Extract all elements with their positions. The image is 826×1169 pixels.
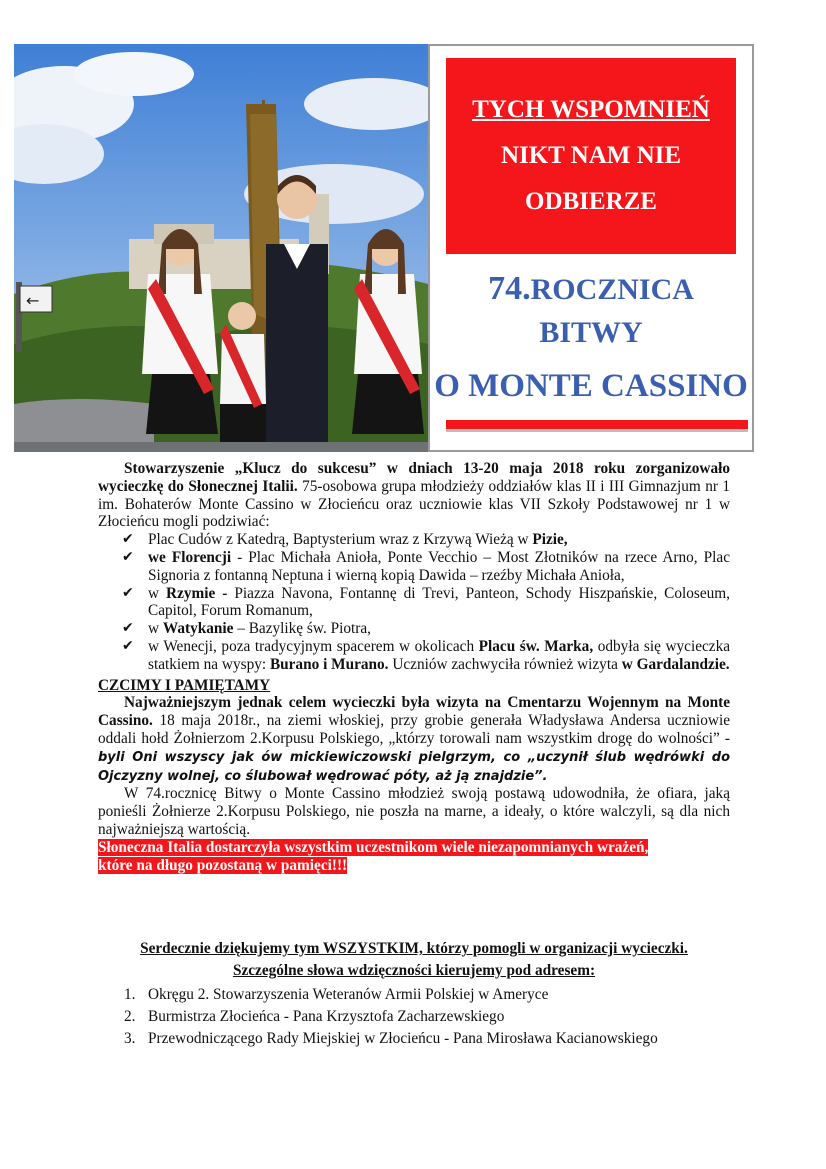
memory-text: 18 maja 2018r., na ziemi włoskiej, przy grobie generała Władysława Andersa uczniowie oddali hołd Żołnierzom 2.Korpusu Polskiego, „którzy torowali nam wszystkim drogę do wolności” - bbox=[98, 712, 730, 747]
list-text: Okręgu 2. Stowarzyszenia Weteranów Armii Polskiej w Ameryce bbox=[148, 986, 549, 1003]
list-number: 3. bbox=[124, 1030, 136, 1047]
list-bold: Pizie, bbox=[532, 531, 568, 549]
list-bold: we Florencji bbox=[148, 548, 232, 566]
list-item bbox=[98, 549, 730, 585]
list-text: w Wenecji, poza tradycyjnym spacerem w okolicach bbox=[148, 637, 479, 655]
check-icon: ✔ bbox=[122, 531, 134, 548]
section-title: CZCIMY I PAMIĘTAMY bbox=[98, 676, 271, 694]
list-text: w bbox=[148, 620, 163, 638]
list-item bbox=[98, 1006, 730, 1028]
list-bold: Burano i Murano. bbox=[269, 655, 389, 673]
thanks-list bbox=[98, 984, 730, 1050]
list-text: Piazza Navona, Fontannę di Trevi, Panteon, Schody Hiszpańskie, Coloseum, Capitol, Forum Romanum, bbox=[148, 584, 731, 620]
check-icon: ✔ bbox=[122, 548, 134, 565]
list-text: Plac Cudów z Katedrą, Baptysterium wraz z Krzywą Wieżą w bbox=[148, 531, 533, 549]
list-bold: Rzymie - bbox=[166, 584, 228, 602]
memory-italic: byli Oni wszyscy jak ów mickiewiczowski pielgrzym, co „uczynił ślub wędrówki do Ojczyzny wolnej, co ślubował wędrować póty, aż ją znajdzie”. bbox=[98, 749, 730, 784]
list-text: Uczniów zachwyciła również wizyta bbox=[388, 655, 622, 673]
thanks-heading: Serdecznie dziękujemy tym WSZYSTKIM, którzy pomogli w organizacji wycieczki. bbox=[140, 940, 688, 957]
intro-text: 75-osobowa grupa młodzieży oddziałów klas II i III Gimnazjum nr 1 im. Bohaterów Monte Cassino w Złocieńcu oraz uczniowie klas VII Szkoły Podstawowej nr 1 w Złocieńcu mogli podziwiać: bbox=[98, 477, 730, 531]
article-body bbox=[98, 460, 730, 874]
highlight-text: które na długo pozostaną w pamięci!!! bbox=[98, 856, 348, 874]
ceremony-photo bbox=[14, 44, 428, 452]
list-item bbox=[98, 984, 730, 1006]
title-panel bbox=[428, 44, 754, 452]
battle-line: BITWY bbox=[539, 316, 643, 349]
list-text: - Plac Michała Anioła, Ponte Vecchio – Most Złotników na rzece Arno, Plac Signoria z fontanną Neptuna i wierną kopią Dawida – rzeźby Michała Anioła, bbox=[148, 548, 730, 584]
check-icon: ✔ bbox=[122, 584, 134, 601]
intro-paragraph bbox=[98, 460, 730, 531]
anniversary-number: 74. bbox=[488, 270, 531, 307]
anniversary-word: ROCZNICA bbox=[530, 273, 694, 306]
red-title-line-3: ODBIERZE bbox=[525, 188, 657, 215]
list-number: 2. bbox=[124, 1008, 136, 1025]
red-title-line-2: NIKT NAM NIE bbox=[500, 142, 682, 169]
list-item bbox=[98, 638, 730, 674]
anniversary-line bbox=[430, 270, 752, 308]
sign-arrow-icon: ← bbox=[26, 291, 40, 310]
list-number: 1. bbox=[124, 986, 136, 1003]
thanks-section bbox=[98, 938, 730, 1050]
thanks-subheading: Szczególne słowa wdzięczności kierujemy pod adresem: bbox=[232, 962, 596, 979]
check-icon: ✔ bbox=[122, 637, 134, 654]
list-text: Przewodniczącego Rady Miejskiej w Złocieńcu - Pana Mirosława Kacianowskiego bbox=[148, 1030, 658, 1047]
memory-paragraph bbox=[98, 694, 730, 785]
decorative-red-bar bbox=[446, 420, 748, 432]
list-text: w bbox=[148, 584, 167, 602]
monte-cassino-line: O MONTE CASSINO bbox=[434, 368, 748, 404]
intro-bold: Stowarzyszenie „Klucz do sukcesu” w dniach 13-20 maja 2018 roku zorganizowało wycieczkę do Słonecznej Italii. bbox=[98, 460, 730, 495]
list-bold: Placu św. Marka, bbox=[478, 637, 594, 655]
list-item bbox=[98, 531, 730, 549]
list-text: – Bazylikę św. Piotra, bbox=[233, 620, 371, 638]
highlight-line-2 bbox=[98, 857, 730, 875]
red-title-box bbox=[446, 58, 736, 254]
sights-list bbox=[98, 531, 730, 673]
list-text: odbyła się wycieczka statkiem na wyspy: bbox=[148, 637, 731, 673]
highlight-text: Słoneczna Italia dostarczyła wszystkim uczestnikom wiele niezapomnianych wrażeń, bbox=[98, 838, 649, 856]
memory-bold: Najważniejszym jednak celem wycieczki była wizyta na Cmentarzu Wojennym na Monte Cassino. bbox=[98, 694, 730, 730]
list-item bbox=[98, 585, 730, 621]
check-icon: ✔ bbox=[122, 620, 134, 637]
list-bold: w Gardalandzie. bbox=[621, 655, 730, 673]
list-item bbox=[98, 620, 730, 638]
anniversary-paragraph: W 74.rocznicę Bitwy o Monte Cassino młodzież swoją postawą udowodniła, że ofiara, jaką ponieśli Żołnierze 2.Korpusu Polskiego, nie poszła na marne, a ideały, o które walczyli, są dla nich najważniejszą wartością. bbox=[98, 785, 730, 838]
red-title-line-1: TYCH WSPOMNIEŃ bbox=[472, 96, 710, 123]
list-item bbox=[98, 1028, 730, 1050]
list-bold: Watykanie bbox=[162, 620, 234, 638]
highlight-line-1 bbox=[98, 839, 730, 857]
list-text: Burmistrza Złocieńca - Pana Krzysztofa Zacharzewskiego bbox=[148, 1008, 505, 1025]
